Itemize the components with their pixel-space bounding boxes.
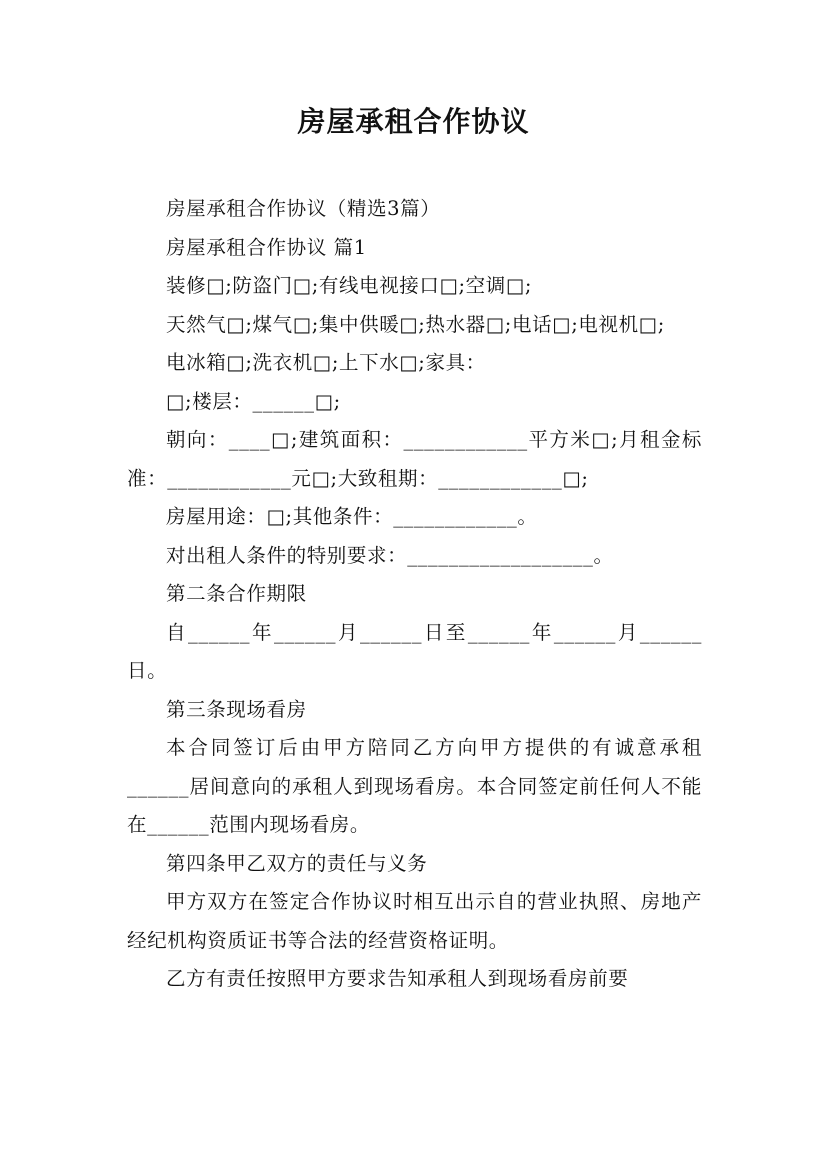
paragraph-obligations-1: 甲方双方在签定合作协议时相互出示自的营业执照、房地产经纪机构资质证书等合法的经营资格证明。 [127, 890, 702, 952]
paragraph-floor: □;楼层：______□; [166, 389, 341, 413]
paragraph-facilities-3: 电冰箱□;洗衣机□;上下水□;家具： [166, 351, 486, 374]
paragraph-orientation-area-rent: 朝向：____□;建筑面积：____________平方米□;月租金标准：____________元□;大致租期：____________□; [127, 428, 702, 490]
paragraph-facilities-2: 天然气□;煤气□;集中供暖□;热水器□;电话□;电视机□; [166, 312, 665, 336]
paragraph-onsite-viewing: 本合同签订后由甲方陪同乙方向甲方提供的有诚意承租______居间意向的承租人到现场看房。本合同签定前任何人不能在______范围内现场看房。 [127, 736, 702, 836]
heading-article-4: 第四条甲乙双方的责任与义务 [166, 851, 428, 875]
paragraph-obligations-2: 乙方有责任按照甲方要求告知承租人到现场看房前要 [166, 967, 629, 990]
paragraph-usage: 房屋用途：□;其他条件：____________。 [166, 505, 538, 528]
heading-article-2: 第二条合作期限 [166, 582, 307, 605]
paragraph-landlord-requirements: 对出租人条件的特别要求：__________________。 [166, 543, 614, 567]
heading-article-3: 第三条现场看房 [166, 697, 307, 721]
paragraph-section-heading: 房屋承租合作协议 篇1 [166, 235, 367, 259]
document-body [127, 190, 702, 999]
paragraph-facilities-1: 装修□;防盗门□;有线电视接口□;空调□; [166, 274, 533, 297]
paragraph-cooperation-period: 自______年______月______日至______年______月______日。 [127, 620, 702, 682]
paragraph-subtitle: 房屋承租合作协议（精选3篇） [166, 197, 441, 220]
document-title: 房屋承租合作协议 [297, 105, 530, 138]
